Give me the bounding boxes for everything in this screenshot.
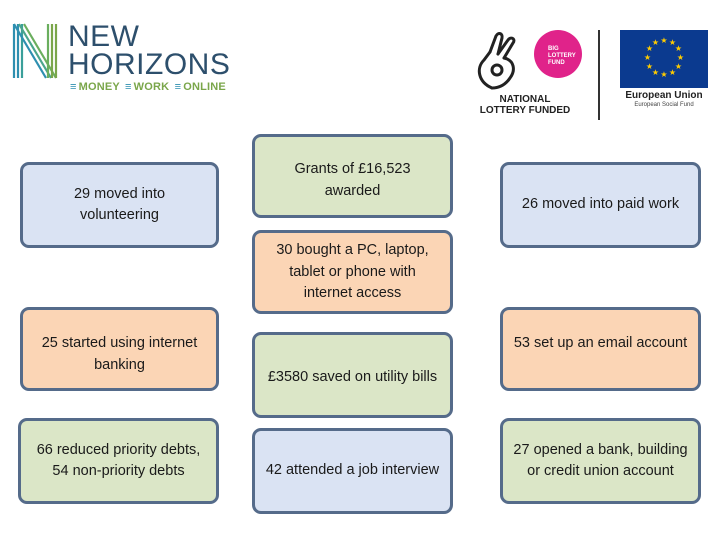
- tag-money: MONEY: [78, 81, 120, 93]
- stat-box-paid-work: [500, 162, 701, 248]
- new-horizons-logo: [12, 20, 232, 95]
- tag-work: WORK: [133, 81, 170, 93]
- svg-text:★: ★: [674, 44, 683, 53]
- svg-text:★: ★: [676, 53, 685, 62]
- svg-text:★: ★: [645, 62, 654, 71]
- svg-text:★: ★: [660, 70, 668, 79]
- logo-word-new: NEW: [68, 20, 140, 53]
- stat-text: 30 bought a PC, laptop, tablet or phone with internet access: [276, 242, 429, 301]
- svg-text:★: ★: [651, 38, 660, 47]
- stat-text: 42 attended a job interview: [265, 462, 440, 479]
- stat-box-volunteering: [20, 162, 219, 248]
- stat-text: £3580 saved on utility bills: [267, 369, 438, 386]
- big-lottery-fund-badge: BIG LOTTERY FUND: [534, 30, 582, 78]
- stat-box-reduced-debts: [18, 418, 219, 504]
- svg-text:★: ★: [674, 62, 683, 71]
- stat-box-grants: [252, 134, 453, 218]
- stat-text: 53 set up an email account: [513, 335, 688, 351]
- logo-divider: [598, 30, 600, 120]
- national-lottery-logo: [466, 28, 584, 120]
- svg-text:★: ★: [668, 38, 677, 47]
- svg-text:★: ★: [668, 68, 677, 77]
- stat-box-bought-pc: [252, 230, 453, 314]
- tag-online: ONLINE: [183, 81, 226, 93]
- logo-word-horizons: HORIZONS: [68, 48, 231, 81]
- stat-box-utility-savings: [252, 332, 453, 418]
- eu-flag-icon: [620, 30, 708, 88]
- eu-title: European Union: [625, 90, 703, 101]
- logo-tagline: ≡ MONEY ≡ WORK ≡ ONLINE: [70, 81, 226, 93]
- stat-text: 25 started using internet banking: [41, 335, 198, 373]
- svg-text:★: ★: [660, 36, 668, 45]
- stat-text: 66 reduced priority debts, 54 non-priority debts: [36, 441, 201, 479]
- new-horizons-n-icon: [12, 22, 60, 80]
- stat-text: Grants of £16,523 awarded: [294, 161, 411, 199]
- svg-text:★: ★: [643, 53, 652, 62]
- stat-box-internet-banking: [20, 307, 219, 391]
- stat-box-email-account: [500, 307, 701, 391]
- stat-box-job-interview: [252, 428, 453, 514]
- european-union-logo: [616, 30, 712, 122]
- national-lottery-text: [466, 94, 584, 116]
- stat-text: 27 opened a bank, building or credit union account: [513, 441, 688, 479]
- svg-text:★: ★: [651, 68, 660, 77]
- stat-text: 29 moved into volunteering: [73, 185, 166, 223]
- nl-line1: NATIONAL: [499, 94, 551, 105]
- svg-text:★: ★: [645, 44, 654, 53]
- nl-line2: LOTTERY FUNDED: [479, 105, 571, 116]
- stat-text: 26 moved into paid work: [521, 196, 680, 213]
- eu-subtitle: European Social Fund: [634, 102, 694, 108]
- crossed-fingers-icon: [470, 30, 530, 92]
- stat-box-bank-account: [500, 418, 701, 504]
